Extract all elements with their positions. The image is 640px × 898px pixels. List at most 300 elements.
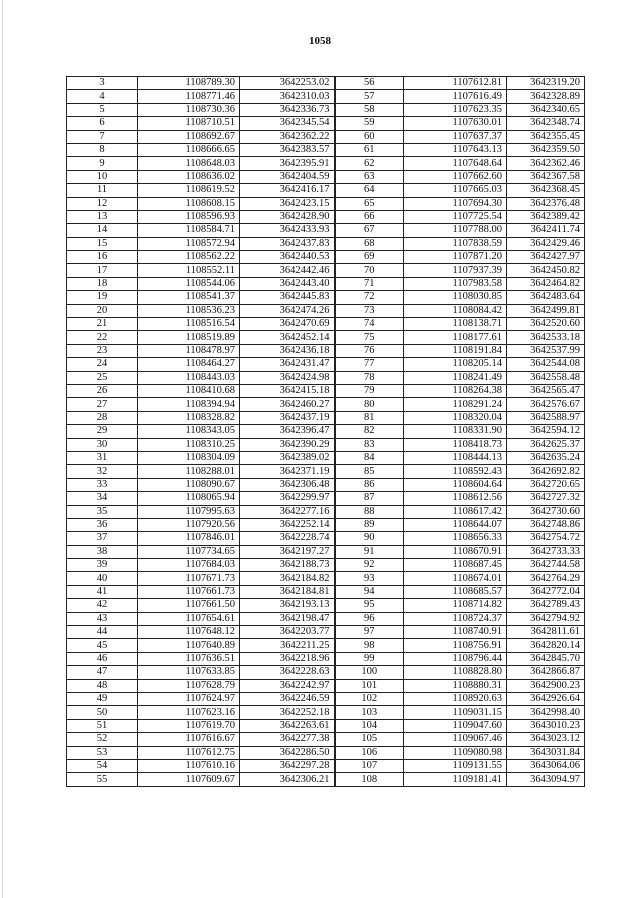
y-coordinate-right-cell: 3642544.08 <box>507 358 585 371</box>
x-coordinate-right-cell: 1109181.41 <box>404 773 507 786</box>
table-row <box>67 90 585 103</box>
point-number-left-cell: 38 <box>67 545 138 558</box>
x-coordinate-right-cell: 1109131.55 <box>404 759 507 772</box>
point-number-right-cell: 94 <box>335 585 404 598</box>
x-coordinate-left-cell: 1107661.73 <box>138 585 240 598</box>
x-coordinate-left-cell: 1107616.67 <box>138 733 240 746</box>
point-number-left-cell: 48 <box>67 679 138 692</box>
point-number-right-cell: 82 <box>335 425 404 438</box>
x-coordinate-right-cell: 1108084.42 <box>404 304 507 317</box>
point-number-right-cell: 66 <box>335 210 404 223</box>
point-number-right-cell: 96 <box>335 612 404 625</box>
y-coordinate-left-cell: 3642371.19 <box>240 465 335 478</box>
y-coordinate-right-cell: 3642692.82 <box>507 465 585 478</box>
y-coordinate-right-cell: 3643064.06 <box>507 759 585 772</box>
point-number-right-cell: 78 <box>335 371 404 384</box>
x-coordinate-left-cell: 1107633.85 <box>138 666 240 679</box>
x-coordinate-left-cell: 1108519.89 <box>138 331 240 344</box>
point-number-left-cell: 46 <box>67 652 138 665</box>
table-row <box>67 719 585 732</box>
point-number-right-cell: 100 <box>335 666 404 679</box>
y-coordinate-right-cell: 3642733.33 <box>507 545 585 558</box>
table-row <box>67 384 585 397</box>
x-coordinate-left-cell: 1108789.30 <box>138 77 240 90</box>
point-number-right-cell: 57 <box>335 90 404 103</box>
x-coordinate-right-cell: 1107694.30 <box>404 197 507 210</box>
x-coordinate-left-cell: 1108343.05 <box>138 425 240 438</box>
point-number-right-cell: 75 <box>335 331 404 344</box>
table-row <box>67 492 585 505</box>
point-number-left-cell: 23 <box>67 344 138 357</box>
y-coordinate-left-cell: 3642299.97 <box>240 492 335 505</box>
point-number-right-cell: 65 <box>335 197 404 210</box>
point-number-left-cell: 24 <box>67 358 138 371</box>
y-coordinate-left-cell: 3642306.48 <box>240 478 335 491</box>
point-number-left-cell: 4 <box>67 90 138 103</box>
table-row <box>67 545 585 558</box>
x-coordinate-left-cell: 1108443.03 <box>138 371 240 384</box>
point-number-left-cell: 55 <box>67 773 138 786</box>
y-coordinate-right-cell: 3642998.40 <box>507 706 585 719</box>
point-number-right-cell: 59 <box>335 117 404 130</box>
point-number-right-cell: 103 <box>335 706 404 719</box>
point-number-right-cell: 61 <box>335 143 404 156</box>
point-number-left-cell: 35 <box>67 505 138 518</box>
x-coordinate-right-cell: 1108656.33 <box>404 532 507 545</box>
point-number-left-cell: 22 <box>67 331 138 344</box>
x-coordinate-left-cell: 1108065.94 <box>138 492 240 505</box>
y-coordinate-right-cell: 3642429.46 <box>507 237 585 250</box>
y-coordinate-left-cell: 3642443.40 <box>240 277 335 290</box>
x-coordinate-left-cell: 1107846.01 <box>138 532 240 545</box>
point-number-right-cell: 67 <box>335 224 404 237</box>
x-coordinate-left-cell: 1108328.82 <box>138 411 240 424</box>
y-coordinate-right-cell: 3642558.48 <box>507 371 585 384</box>
x-coordinate-right-cell: 1108687.45 <box>404 559 507 572</box>
table-row <box>67 425 585 438</box>
y-coordinate-left-cell: 3642474.26 <box>240 304 335 317</box>
table-row <box>67 451 585 464</box>
point-number-right-cell: 105 <box>335 733 404 746</box>
x-coordinate-left-cell: 1108608.15 <box>138 197 240 210</box>
point-number-right-cell: 70 <box>335 264 404 277</box>
x-coordinate-right-cell: 1108724.37 <box>404 612 507 625</box>
y-coordinate-left-cell: 3642193.13 <box>240 599 335 612</box>
y-coordinate-left-cell: 3642228.63 <box>240 666 335 679</box>
point-number-left-cell: 29 <box>67 425 138 438</box>
point-number-right-cell: 95 <box>335 599 404 612</box>
point-number-right-cell: 106 <box>335 746 404 759</box>
table-row <box>67 318 585 331</box>
point-number-left-cell: 5 <box>67 103 138 116</box>
x-coordinate-right-cell: 1108740.91 <box>404 626 507 639</box>
y-coordinate-right-cell: 3642359.50 <box>507 143 585 156</box>
point-number-right-cell: 84 <box>335 451 404 464</box>
point-number-left-cell: 3 <box>67 77 138 90</box>
x-coordinate-right-cell: 1108796.44 <box>404 652 507 665</box>
x-coordinate-left-cell: 1107610.16 <box>138 759 240 772</box>
table-row <box>67 706 585 719</box>
y-coordinate-right-cell: 3642772.04 <box>507 585 585 598</box>
point-number-right-cell: 102 <box>335 692 404 705</box>
y-coordinate-right-cell: 3643094.97 <box>507 773 585 786</box>
table-row <box>67 692 585 705</box>
y-coordinate-right-cell: 3642389.42 <box>507 210 585 223</box>
table-row <box>67 398 585 411</box>
point-number-right-cell: 101 <box>335 679 404 692</box>
point-number-left-cell: 39 <box>67 559 138 572</box>
point-number-left-cell: 26 <box>67 384 138 397</box>
y-coordinate-right-cell: 3642594.12 <box>507 425 585 438</box>
table-row <box>67 639 585 652</box>
y-coordinate-left-cell: 3642452.14 <box>240 331 335 344</box>
y-coordinate-left-cell: 3642197.27 <box>240 545 335 558</box>
x-coordinate-right-cell: 1109067.46 <box>404 733 507 746</box>
x-coordinate-left-cell: 1108288.01 <box>138 465 240 478</box>
x-coordinate-left-cell: 1107623.16 <box>138 706 240 719</box>
point-number-left-cell: 41 <box>67 585 138 598</box>
y-coordinate-right-cell: 3642748.86 <box>507 518 585 531</box>
table-row <box>67 103 585 116</box>
point-number-left-cell: 33 <box>67 478 138 491</box>
table-row <box>67 572 585 585</box>
x-coordinate-right-cell: 1108644.07 <box>404 518 507 531</box>
table-row <box>67 291 585 304</box>
y-coordinate-left-cell: 3642442.46 <box>240 264 335 277</box>
y-coordinate-left-cell: 3642297.28 <box>240 759 335 772</box>
y-coordinate-left-cell: 3642263.61 <box>240 719 335 732</box>
y-coordinate-left-cell: 3642390.29 <box>240 438 335 451</box>
x-coordinate-left-cell: 1107734.65 <box>138 545 240 558</box>
point-number-left-cell: 18 <box>67 277 138 290</box>
y-coordinate-right-cell: 3642720.65 <box>507 478 585 491</box>
y-coordinate-left-cell: 3642396.47 <box>240 425 335 438</box>
table-row <box>67 157 585 170</box>
x-coordinate-right-cell: 1108191.84 <box>404 344 507 357</box>
x-coordinate-left-cell: 1108464.27 <box>138 358 240 371</box>
x-coordinate-right-cell: 1108205.14 <box>404 358 507 371</box>
point-number-right-cell: 99 <box>335 652 404 665</box>
y-coordinate-right-cell: 3642576.67 <box>507 398 585 411</box>
y-coordinate-right-cell: 3642625.37 <box>507 438 585 451</box>
table-row <box>67 344 585 357</box>
table-row <box>67 505 585 518</box>
point-number-right-cell: 58 <box>335 103 404 116</box>
x-coordinate-left-cell: 1108541.37 <box>138 291 240 304</box>
point-number-right-cell: 60 <box>335 130 404 143</box>
y-coordinate-right-cell: 3642845.70 <box>507 652 585 665</box>
y-coordinate-left-cell: 3642336.73 <box>240 103 335 116</box>
x-coordinate-right-cell: 1108030.85 <box>404 291 507 304</box>
x-coordinate-right-cell: 1108828.80 <box>404 666 507 679</box>
x-coordinate-right-cell: 1108320.04 <box>404 411 507 424</box>
point-number-right-cell: 83 <box>335 438 404 451</box>
table-row <box>67 532 585 545</box>
y-coordinate-left-cell: 3642470.69 <box>240 318 335 331</box>
y-coordinate-right-cell: 3642348.74 <box>507 117 585 130</box>
table-row <box>67 759 585 772</box>
table-row <box>67 465 585 478</box>
x-coordinate-left-cell: 1107684.03 <box>138 559 240 572</box>
point-number-left-cell: 8 <box>67 143 138 156</box>
table-row <box>67 626 585 639</box>
y-coordinate-right-cell: 3642520.60 <box>507 318 585 331</box>
point-number-right-cell: 73 <box>335 304 404 317</box>
x-coordinate-left-cell: 1108536.23 <box>138 304 240 317</box>
y-coordinate-left-cell: 3642286.50 <box>240 746 335 759</box>
x-coordinate-left-cell: 1107654.61 <box>138 612 240 625</box>
x-coordinate-left-cell: 1108619.52 <box>138 184 240 197</box>
point-number-left-cell: 43 <box>67 612 138 625</box>
y-coordinate-left-cell: 3642184.82 <box>240 572 335 585</box>
coordinates-table-body <box>67 77 585 787</box>
point-number-right-cell: 92 <box>335 559 404 572</box>
x-coordinate-left-cell: 1108516.54 <box>138 318 240 331</box>
x-coordinate-right-cell: 1109080.98 <box>404 746 507 759</box>
point-number-left-cell: 49 <box>67 692 138 705</box>
x-coordinate-right-cell: 1107662.60 <box>404 170 507 183</box>
x-coordinate-left-cell: 1107640.89 <box>138 639 240 652</box>
point-number-left-cell: 15 <box>67 237 138 250</box>
x-coordinate-right-cell: 1107643.13 <box>404 143 507 156</box>
x-coordinate-right-cell: 1108714.82 <box>404 599 507 612</box>
y-coordinate-right-cell: 3642744.58 <box>507 559 585 572</box>
point-number-left-cell: 40 <box>67 572 138 585</box>
point-number-right-cell: 88 <box>335 505 404 518</box>
point-number-left-cell: 37 <box>67 532 138 545</box>
point-number-left-cell: 6 <box>67 117 138 130</box>
x-coordinate-right-cell: 1109031.15 <box>404 706 507 719</box>
x-coordinate-left-cell: 1108666.65 <box>138 143 240 156</box>
x-coordinate-left-cell: 1107609.67 <box>138 773 240 786</box>
y-coordinate-left-cell: 3642253.02 <box>240 77 335 90</box>
y-coordinate-right-cell: 3642789.43 <box>507 599 585 612</box>
x-coordinate-right-cell: 1108604.64 <box>404 478 507 491</box>
y-coordinate-left-cell: 3642383.57 <box>240 143 335 156</box>
x-coordinate-right-cell: 1108685.57 <box>404 585 507 598</box>
table-row <box>67 733 585 746</box>
x-coordinate-right-cell: 1107623.35 <box>404 103 507 116</box>
point-number-left-cell: 9 <box>67 157 138 170</box>
y-coordinate-left-cell: 3642252.14 <box>240 518 335 531</box>
y-coordinate-right-cell: 3642635.24 <box>507 451 585 464</box>
point-number-left-cell: 12 <box>67 197 138 210</box>
y-coordinate-left-cell: 3642437.19 <box>240 411 335 424</box>
x-coordinate-left-cell: 1108410.68 <box>138 384 240 397</box>
scan-edge-line <box>2 0 3 898</box>
y-coordinate-right-cell: 3642328.89 <box>507 90 585 103</box>
y-coordinate-left-cell: 3642445.83 <box>240 291 335 304</box>
point-number-right-cell: 63 <box>335 170 404 183</box>
y-coordinate-left-cell: 3642437.83 <box>240 237 335 250</box>
y-coordinate-left-cell: 3642310.03 <box>240 90 335 103</box>
y-coordinate-right-cell: 3642450.82 <box>507 264 585 277</box>
x-coordinate-right-cell: 1107788.00 <box>404 224 507 237</box>
table-row <box>67 170 585 183</box>
point-number-left-cell: 50 <box>67 706 138 719</box>
point-number-left-cell: 27 <box>67 398 138 411</box>
y-coordinate-left-cell: 3642431.47 <box>240 358 335 371</box>
y-coordinate-left-cell: 3642218.96 <box>240 652 335 665</box>
y-coordinate-right-cell: 3642764.29 <box>507 572 585 585</box>
point-number-left-cell: 42 <box>67 599 138 612</box>
table-row <box>67 358 585 371</box>
y-coordinate-right-cell: 3642427.97 <box>507 251 585 264</box>
table-row <box>67 411 585 424</box>
table-row <box>67 585 585 598</box>
y-coordinate-left-cell: 3642188.73 <box>240 559 335 572</box>
y-coordinate-left-cell: 3642242.97 <box>240 679 335 692</box>
point-number-left-cell: 28 <box>67 411 138 424</box>
y-coordinate-right-cell: 3642499.81 <box>507 304 585 317</box>
x-coordinate-right-cell: 1107983.58 <box>404 277 507 290</box>
table-row <box>67 117 585 130</box>
table-row <box>67 559 585 572</box>
x-coordinate-right-cell: 1108177.61 <box>404 331 507 344</box>
x-coordinate-right-cell: 1108920.63 <box>404 692 507 705</box>
y-coordinate-left-cell: 3642203.77 <box>240 626 335 639</box>
x-coordinate-left-cell: 1107612.75 <box>138 746 240 759</box>
y-coordinate-right-cell: 3642483.64 <box>507 291 585 304</box>
y-coordinate-left-cell: 3642424.98 <box>240 371 335 384</box>
y-coordinate-right-cell: 3642533.18 <box>507 331 585 344</box>
point-number-left-cell: 45 <box>67 639 138 652</box>
x-coordinate-left-cell: 1108584.71 <box>138 224 240 237</box>
y-coordinate-right-cell: 3642537.99 <box>507 344 585 357</box>
y-coordinate-left-cell: 3642277.16 <box>240 505 335 518</box>
x-coordinate-right-cell: 1107630.01 <box>404 117 507 130</box>
x-coordinate-right-cell: 1108880.31 <box>404 679 507 692</box>
x-coordinate-right-cell: 1108612.56 <box>404 492 507 505</box>
x-coordinate-left-cell: 1107671.73 <box>138 572 240 585</box>
point-number-left-cell: 10 <box>67 170 138 183</box>
point-number-right-cell: 79 <box>335 384 404 397</box>
point-number-right-cell: 71 <box>335 277 404 290</box>
y-coordinate-left-cell: 3642306.21 <box>240 773 335 786</box>
point-number-right-cell: 87 <box>335 492 404 505</box>
table-row <box>67 224 585 237</box>
table-row <box>67 331 585 344</box>
y-coordinate-left-cell: 3642436.18 <box>240 344 335 357</box>
y-coordinate-right-cell: 3642866.87 <box>507 666 585 679</box>
point-number-right-cell: 104 <box>335 719 404 732</box>
point-number-right-cell: 64 <box>335 184 404 197</box>
y-coordinate-right-cell: 3643031.84 <box>507 746 585 759</box>
point-number-left-cell: 17 <box>67 264 138 277</box>
y-coordinate-left-cell: 3642404.59 <box>240 170 335 183</box>
table-row <box>67 438 585 451</box>
point-number-left-cell: 11 <box>67 184 138 197</box>
point-number-left-cell: 30 <box>67 438 138 451</box>
table-row <box>67 264 585 277</box>
y-coordinate-right-cell: 3642376.48 <box>507 197 585 210</box>
table-row <box>67 143 585 156</box>
x-coordinate-left-cell: 1108310.25 <box>138 438 240 451</box>
point-number-left-cell: 54 <box>67 759 138 772</box>
x-coordinate-left-cell: 1108730.36 <box>138 103 240 116</box>
x-coordinate-left-cell: 1107619.70 <box>138 719 240 732</box>
x-coordinate-left-cell: 1107648.12 <box>138 626 240 639</box>
table-row <box>67 371 585 384</box>
y-coordinate-right-cell: 3642900.23 <box>507 679 585 692</box>
x-coordinate-right-cell: 1107648.64 <box>404 157 507 170</box>
x-coordinate-right-cell: 1108291.24 <box>404 398 507 411</box>
point-number-left-cell: 20 <box>67 304 138 317</box>
point-number-left-cell: 32 <box>67 465 138 478</box>
y-coordinate-left-cell: 3642246.59 <box>240 692 335 705</box>
x-coordinate-left-cell: 1108648.03 <box>138 157 240 170</box>
y-coordinate-right-cell: 3642411.74 <box>507 224 585 237</box>
y-coordinate-right-cell: 3642464.82 <box>507 277 585 290</box>
point-number-right-cell: 62 <box>335 157 404 170</box>
point-number-left-cell: 14 <box>67 224 138 237</box>
point-number-right-cell: 98 <box>335 639 404 652</box>
x-coordinate-left-cell: 1108090.67 <box>138 478 240 491</box>
y-coordinate-left-cell: 3642416.17 <box>240 184 335 197</box>
y-coordinate-right-cell: 3642926.64 <box>507 692 585 705</box>
x-coordinate-left-cell: 1108636.02 <box>138 170 240 183</box>
x-coordinate-left-cell: 1108562.22 <box>138 251 240 264</box>
y-coordinate-left-cell: 3642362.22 <box>240 130 335 143</box>
y-coordinate-left-cell: 3642415.18 <box>240 384 335 397</box>
y-coordinate-left-cell: 3642277.38 <box>240 733 335 746</box>
table-row <box>67 77 585 90</box>
table-row <box>67 197 585 210</box>
point-number-right-cell: 90 <box>335 532 404 545</box>
x-coordinate-left-cell: 1107995.63 <box>138 505 240 518</box>
point-number-left-cell: 34 <box>67 492 138 505</box>
table-row <box>67 237 585 250</box>
table-row <box>67 130 585 143</box>
x-coordinate-right-cell: 1108670.91 <box>404 545 507 558</box>
x-coordinate-right-cell: 1108331.90 <box>404 425 507 438</box>
table-row <box>67 746 585 759</box>
y-coordinate-right-cell: 3642754.72 <box>507 532 585 545</box>
point-number-left-cell: 44 <box>67 626 138 639</box>
y-coordinate-right-cell: 3642565.47 <box>507 384 585 397</box>
x-coordinate-right-cell: 1107838.59 <box>404 237 507 250</box>
y-coordinate-right-cell: 3642811.61 <box>507 626 585 639</box>
point-number-left-cell: 53 <box>67 746 138 759</box>
coordinates-table <box>66 76 585 787</box>
y-coordinate-left-cell: 3642228.74 <box>240 532 335 545</box>
point-number-right-cell: 68 <box>335 237 404 250</box>
y-coordinate-right-cell: 3642340.65 <box>507 103 585 116</box>
x-coordinate-left-cell: 1108771.46 <box>138 90 240 103</box>
table-row <box>67 518 585 531</box>
y-coordinate-left-cell: 3642184.81 <box>240 585 335 598</box>
y-coordinate-left-cell: 3642252.18 <box>240 706 335 719</box>
point-number-right-cell: 69 <box>335 251 404 264</box>
x-coordinate-left-cell: 1108394.94 <box>138 398 240 411</box>
point-number-right-cell: 97 <box>335 626 404 639</box>
y-coordinate-left-cell: 3642440.53 <box>240 251 335 264</box>
page-number: 1058 <box>309 35 331 47</box>
x-coordinate-right-cell: 1108617.42 <box>404 505 507 518</box>
point-number-right-cell: 85 <box>335 465 404 478</box>
x-coordinate-right-cell: 1107725.54 <box>404 210 507 223</box>
table-row <box>67 599 585 612</box>
point-number-left-cell: 51 <box>67 719 138 732</box>
y-coordinate-right-cell: 3643010.23 <box>507 719 585 732</box>
point-number-left-cell: 7 <box>67 130 138 143</box>
point-number-left-cell: 13 <box>67 210 138 223</box>
point-number-left-cell: 25 <box>67 371 138 384</box>
y-coordinate-left-cell: 3642345.54 <box>240 117 335 130</box>
point-number-left-cell: 16 <box>67 251 138 264</box>
table-row <box>67 612 585 625</box>
x-coordinate-left-cell: 1108478.97 <box>138 344 240 357</box>
